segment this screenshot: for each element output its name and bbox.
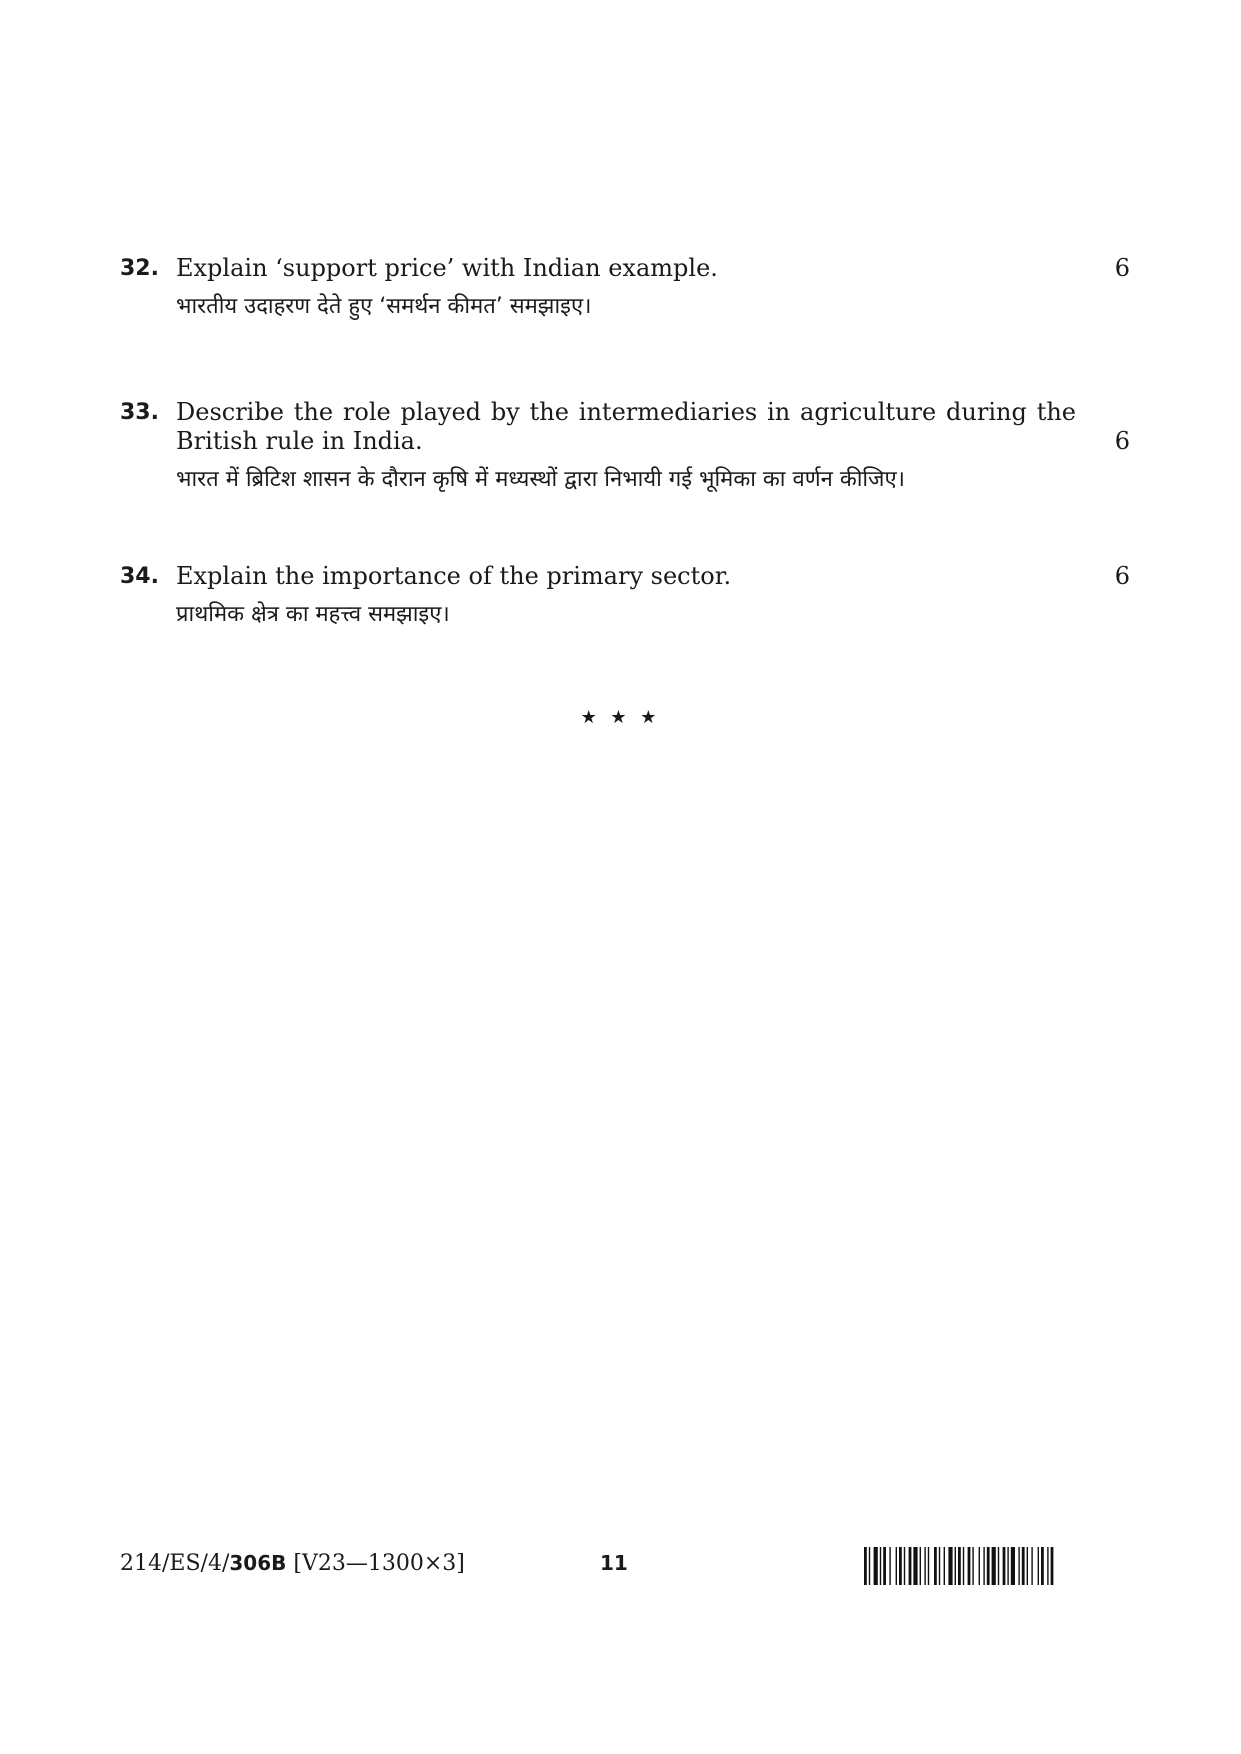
question-marks: 6	[1114, 254, 1130, 282]
question-34	[120, 562, 1130, 629]
question-text-english: Explain ‘support price’ with Indian example.	[176, 254, 718, 282]
question-number: 33.	[120, 400, 159, 425]
paper-code-prefix: 214/ES/4/	[120, 1551, 230, 1576]
page-number: 11	[600, 1551, 628, 1575]
question-text-english: Explain the importance of the primary sector.	[176, 562, 732, 590]
paper-version: [V23—1300×3]	[293, 1551, 465, 1576]
question-number: 32.	[120, 256, 159, 281]
barcode	[864, 1547, 1128, 1585]
question-text-english: Describe the role played by the intermediaries in agriculture during the British rule in India.	[176, 398, 1076, 455]
question-marks: 6	[1114, 427, 1130, 455]
question-text-hindi: प्राथमिक क्षेत्र का महत्त्व समझाइए।	[176, 602, 450, 627]
question-marks: 6	[1114, 562, 1130, 590]
question-number: 34.	[120, 564, 159, 589]
question-32	[120, 254, 1130, 321]
question-text-hindi: भारतीय उदाहरण देते हुए ‘समर्थन कीमत’ समझाइए।	[176, 294, 592, 319]
question-33	[120, 398, 1130, 494]
end-of-paper-stars: ★ ★ ★	[580, 707, 661, 728]
question-text-hindi: भारत में ब्रिटिश शासन के दौरान कृषि में मध्यस्थों द्वारा निभायी गई भूमिका का वर्णन कीजिए।	[176, 467, 905, 492]
paper-code-bold: 306B	[229, 1551, 287, 1575]
paper-code	[120, 1551, 465, 1576]
